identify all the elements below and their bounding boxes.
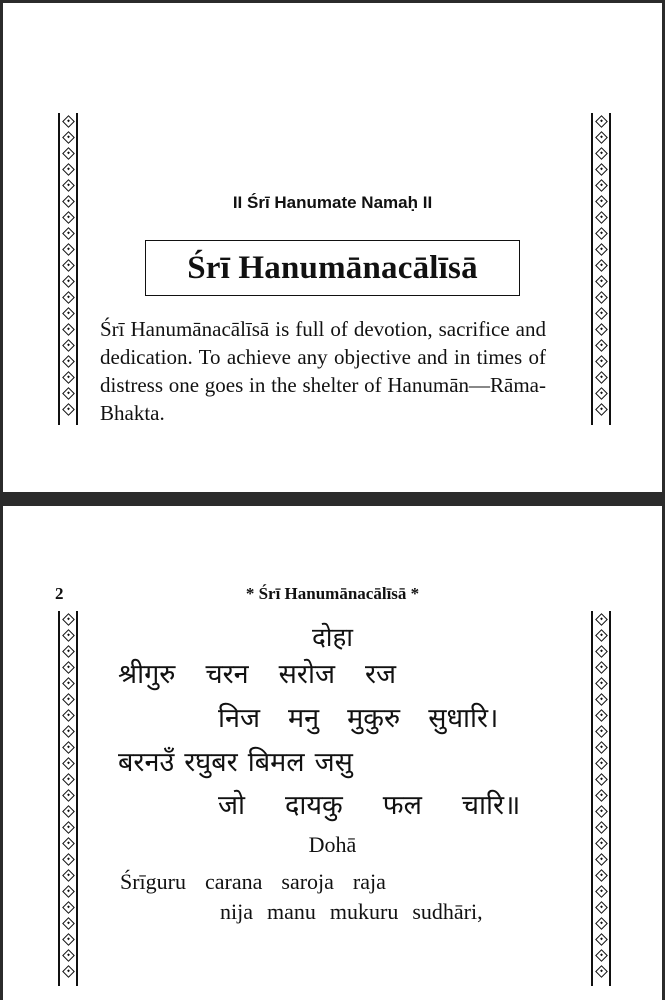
diamond-ornament bbox=[62, 773, 75, 786]
verse-line bbox=[118, 658, 426, 690]
diamond-ornament bbox=[595, 933, 608, 946]
diamond-ornament bbox=[62, 131, 75, 144]
transliteration-line bbox=[220, 898, 497, 926]
verse-word: जो bbox=[218, 790, 246, 820]
left-ornamental-border bbox=[58, 113, 78, 425]
diamond-ornament bbox=[595, 163, 608, 176]
translit-word: carana bbox=[205, 869, 263, 894]
verse-word: जसु bbox=[314, 747, 353, 777]
diamond-ornament bbox=[62, 275, 75, 288]
diamond-ornament bbox=[62, 901, 75, 914]
verse-word: मुकुरु bbox=[347, 703, 401, 733]
diamond-ornament bbox=[62, 789, 75, 802]
diamond-ornament bbox=[595, 725, 608, 738]
translit-word: nija bbox=[220, 899, 253, 924]
diamond-ornament bbox=[62, 163, 75, 176]
verse-word: रघुबर bbox=[184, 747, 238, 777]
diamond-ornament bbox=[595, 291, 608, 304]
diamond-ornament bbox=[595, 275, 608, 288]
diamond-ornament bbox=[595, 789, 608, 802]
translit-word: mukuru bbox=[329, 899, 399, 924]
doha-heading-hindi: दोहा bbox=[311, 623, 354, 652]
verse-line bbox=[218, 702, 526, 734]
diamond-ornament bbox=[62, 965, 75, 978]
diamond-ornament bbox=[62, 709, 75, 722]
translit-word: manu bbox=[267, 899, 316, 924]
diamond-ornament bbox=[62, 355, 75, 368]
diamond-ornament bbox=[62, 115, 75, 128]
diamond-ornament bbox=[595, 227, 608, 240]
diamond-ornament bbox=[595, 709, 608, 722]
diamond-ornament bbox=[62, 917, 75, 930]
diamond-ornament bbox=[595, 355, 608, 368]
diamond-ornament bbox=[595, 323, 608, 336]
diamond-ornament bbox=[595, 371, 608, 384]
diamond-ornament bbox=[62, 339, 75, 352]
diamond-ornament bbox=[595, 965, 608, 978]
left-ornamental-border bbox=[58, 611, 78, 986]
verse-line bbox=[218, 789, 560, 821]
doha-heading-english: Dohā bbox=[308, 832, 357, 857]
diamond-ornament bbox=[62, 741, 75, 754]
diamond-ornament bbox=[595, 115, 608, 128]
verse-word: सुधारि। bbox=[428, 703, 499, 733]
diamond-ornament bbox=[62, 179, 75, 192]
diamond-ornament bbox=[62, 403, 75, 416]
diamond-ornament bbox=[595, 179, 608, 192]
diamond-ornament bbox=[595, 741, 608, 754]
right-ornamental-border bbox=[591, 113, 611, 425]
page-number: 2 bbox=[55, 584, 64, 603]
diamond-ornament bbox=[62, 805, 75, 818]
translit-word: saroja bbox=[281, 869, 334, 894]
diamond-ornament bbox=[62, 371, 75, 384]
diamond-ornament bbox=[595, 339, 608, 352]
diamond-ornament bbox=[62, 677, 75, 690]
diamond-ornament bbox=[62, 227, 75, 240]
verse-line bbox=[118, 746, 363, 778]
diamond-ornament bbox=[62, 147, 75, 160]
verse-word: चरन bbox=[205, 659, 249, 689]
verse-word: फल bbox=[382, 790, 422, 820]
diamond-ornament bbox=[595, 307, 608, 320]
diamond-ornament bbox=[595, 147, 608, 160]
diamond-ornament bbox=[595, 211, 608, 224]
verse-word: सरोज bbox=[278, 659, 335, 689]
diamond-ornament bbox=[595, 243, 608, 256]
verse-word: बिमल bbox=[247, 747, 305, 777]
diamond-ornament bbox=[595, 661, 608, 674]
verse-word: चारि॥ bbox=[461, 790, 521, 820]
diamond-ornament bbox=[595, 949, 608, 962]
translit-word: Śrīguru bbox=[120, 869, 186, 894]
page-bottom bbox=[0, 506, 665, 1000]
diamond-ornament bbox=[595, 917, 608, 930]
diamond-ornament bbox=[595, 805, 608, 818]
diamond-ornament bbox=[62, 693, 75, 706]
verse-word: श्रीगुरु bbox=[118, 659, 176, 689]
verse-word: निज bbox=[218, 703, 261, 733]
verse-word: बरनउँ bbox=[118, 747, 175, 777]
diamond-ornament bbox=[62, 869, 75, 882]
diamond-ornament bbox=[62, 307, 75, 320]
diamond-ornament bbox=[595, 885, 608, 898]
diamond-ornament bbox=[62, 243, 75, 256]
diamond-ornament bbox=[62, 949, 75, 962]
transliteration-line bbox=[120, 868, 405, 896]
verse-word: रज bbox=[364, 659, 397, 689]
salutation: II Śrī Hanumate Namaḥ II bbox=[232, 193, 433, 212]
intro-paragraph: Śrī Hanumānacālīsā is full of devotion, sacrifice and dedication. To achieve any objective and in times of distress one goes in the shelter of Hanumān—Rāma-Bhakta. bbox=[100, 317, 546, 425]
diamond-ornament bbox=[595, 757, 608, 770]
diamond-ornament bbox=[62, 259, 75, 272]
diamond-ornament bbox=[62, 323, 75, 336]
diamond-ornament bbox=[62, 661, 75, 674]
diamond-ornament bbox=[62, 387, 75, 400]
diamond-ornament bbox=[595, 259, 608, 272]
diamond-ornament bbox=[62, 933, 75, 946]
translit-word: raja bbox=[352, 869, 386, 894]
diamond-ornament bbox=[595, 677, 608, 690]
diamond-ornament bbox=[595, 387, 608, 400]
verse-word: दायकु bbox=[285, 790, 343, 820]
diamond-ornament bbox=[62, 291, 75, 304]
right-ornamental-border bbox=[591, 611, 611, 986]
translit-word: sudhāri, bbox=[412, 899, 483, 924]
title-box bbox=[145, 240, 520, 296]
diamond-ornament bbox=[62, 757, 75, 770]
running-head: * Śrī Hanumānacālīsā * bbox=[245, 584, 420, 603]
diamond-ornament bbox=[595, 131, 608, 144]
diamond-ornament bbox=[62, 211, 75, 224]
diamond-ornament bbox=[595, 403, 608, 416]
diamond-ornament bbox=[62, 885, 75, 898]
diamond-ornament bbox=[595, 869, 608, 882]
diamond-ornament bbox=[595, 901, 608, 914]
page-top bbox=[0, 0, 665, 492]
diamond-ornament bbox=[595, 773, 608, 786]
page-title: Śrī Hanumānacālīsā bbox=[187, 249, 478, 286]
verse-word: मनु bbox=[288, 703, 320, 733]
diamond-ornament bbox=[595, 693, 608, 706]
diamond-ornament bbox=[62, 725, 75, 738]
